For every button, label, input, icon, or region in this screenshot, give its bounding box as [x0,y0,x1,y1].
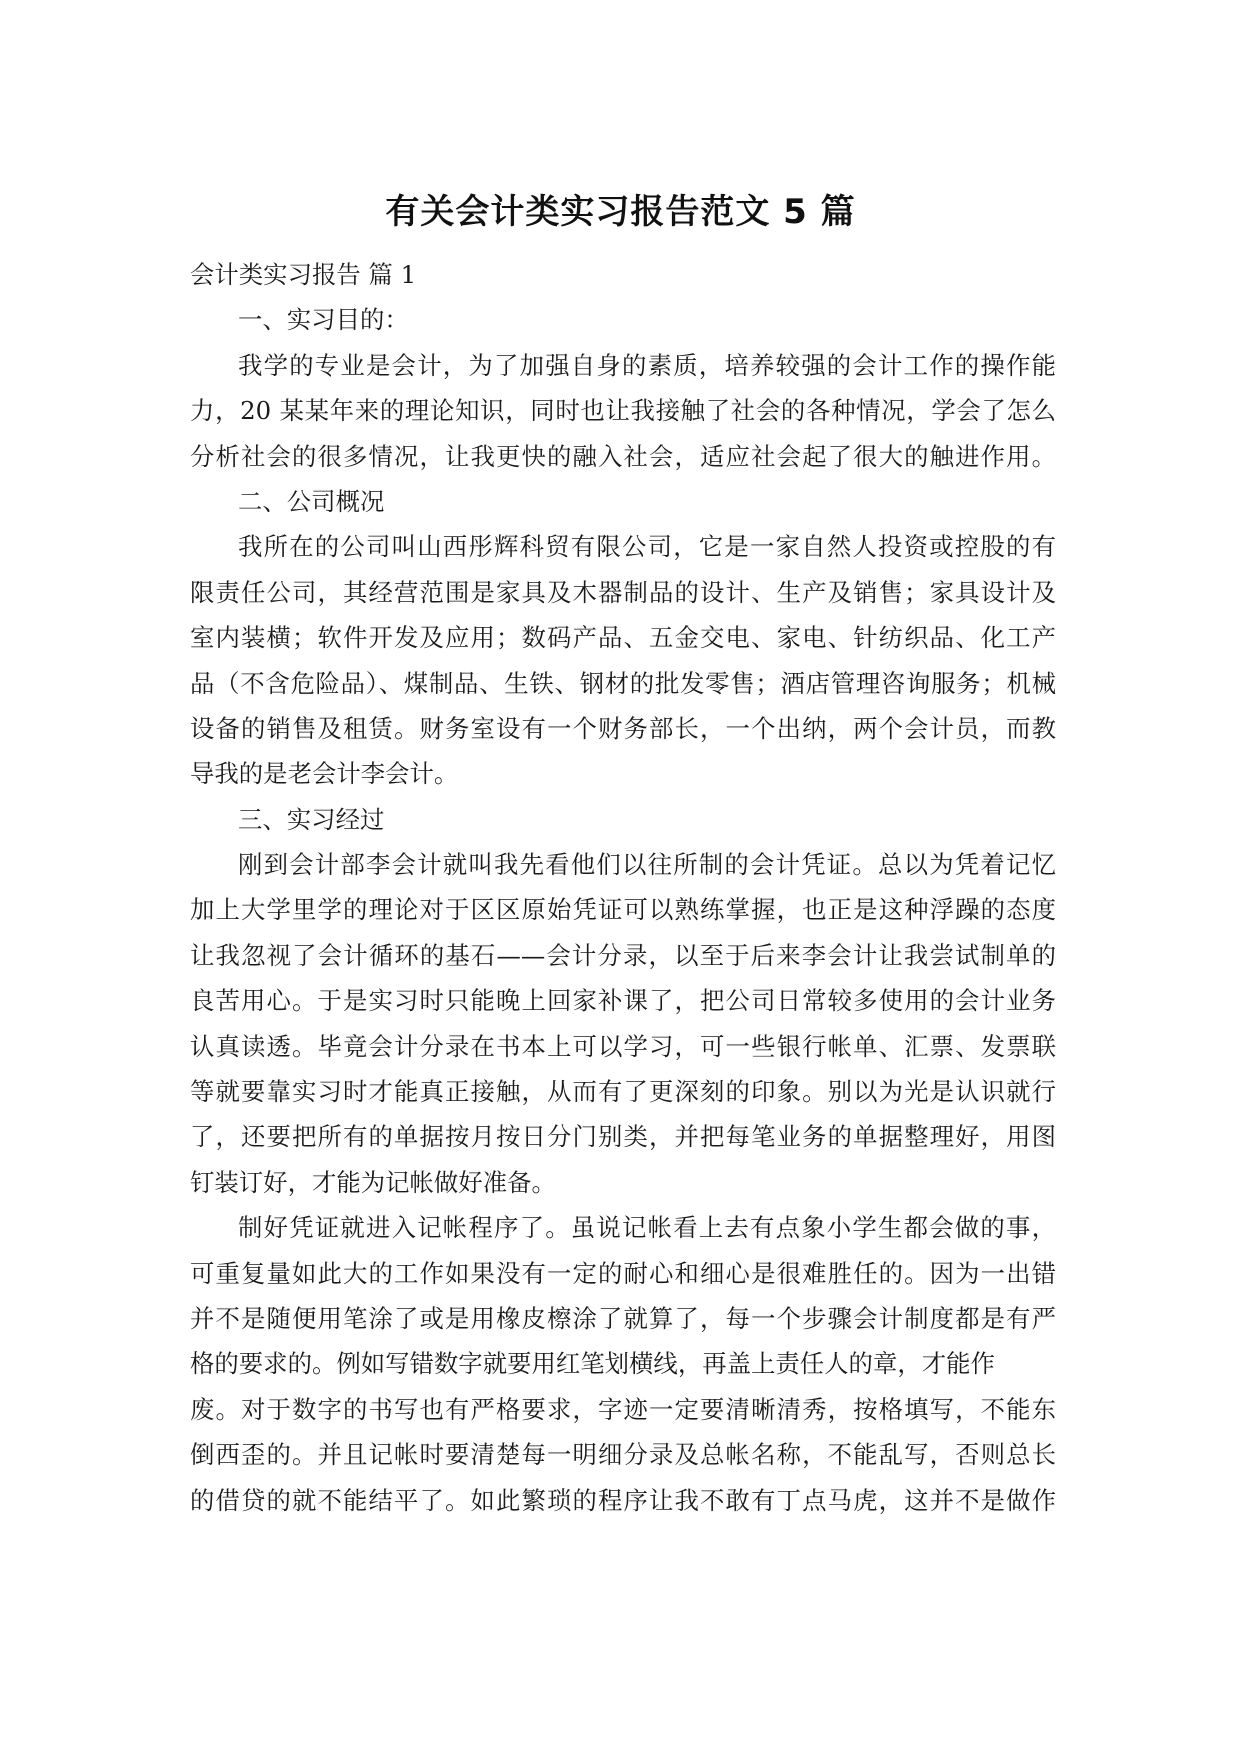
body-line: 三、实习经过 [238,804,385,834]
body-line: 一、实习目的： [238,305,409,335]
body-line: 力，20 某某年来的理论知识，同时也让我接触了社会的各种情况，学会了怎么 [190,396,1056,426]
body-line: 分析社会的很多情况，让我更快的融入社会，适应社会起了很大的触进作用。 [190,441,1056,471]
body-line: 二、公司概况 [238,486,385,516]
body-line: 并不是随便用笔涂了或是用橡皮檫涂了就算了，每一个步骤会计制度都是有严 [190,1303,1056,1333]
body-line: 室内装横；软件开发及应用；数码产品、五金交电、家电、针纺织品、化工产 [190,623,1056,653]
body-line: 导我的是老会计李会计。 [190,759,459,789]
body-line: 钉装订好，才能为记帐做好准备。 [190,1167,556,1197]
body-line: 可重复量如此大的工作如果没有一定的耐心和细心是很难胜任的。因为一出错 [190,1258,1056,1288]
body-line: 我学的专业是会计，为了加强自身的素质，培养较强的会计工作的操作能 [238,350,1056,380]
body-line: 的借贷的就不能结平了。如此繁琐的程序让我不敢有丁点马虎，这并不是做作 [190,1485,1056,1515]
body-line: 刚到会计部李会计就叫我先看他们以往所制的会计凭证。总以为凭着记忆 [238,850,1056,880]
body-line: 让我忽视了会计循环的基石——会计分录，以至于后来李会计让我尝试制单的 [190,940,1056,970]
body-line: 会计类实习报告 篇 1 [190,260,417,289]
document-body [190,252,1056,1523]
body-line: 倒西歪的。并且记帐时要清楚每一明细分录及总帐名称，不能乱写，否则总长 [190,1440,1056,1470]
document-title: 有关会计类实习报告范文 5 篇 [385,192,856,232]
body-line: 品（不含危险品）、煤制品、生铁、钢材的批发零售；酒店管理咨询服务；机械 [190,668,1056,698]
body-line: 认真读透。毕竟会计分录在书本上可以学习，可一些银行帐单、汇票、发票联 [190,1031,1056,1061]
body-line: 加上大学里学的理论对于区区原始凭证可以熟练掌握，也正是这种浮躁的态度 [190,895,1056,925]
body-line: 我所在的公司叫山西彤辉科贸有限公司，它是一家自然人投资或控股的有 [238,532,1056,562]
body-line: 良苦用心。于是实习时只能晚上回家补课了，把公司日常较多使用的会计业务 [190,986,1056,1016]
body-line: 等就要靠实习时才能真正接触，从而有了更深刻的印象。别以为光是认识就行 [190,1077,1056,1107]
body-line: 限责任公司，其经营范围是家具及木器制品的设计、生产及销售；家具设计及 [190,577,1056,607]
body-line: 格的要求的。例如写错数字就要用红笔划横线，再盖上责任人的章，才能作 [190,1349,995,1379]
body-line: 废。对于数字的书写也有严格要求，字迹一定要清晰清秀，按格填写，不能东 [190,1394,1056,1424]
body-line: 制好凭证就进入记帐程序了。虽说记帐看上去有点象小学生都会做的事， [238,1213,1056,1243]
body-line: 设备的销售及租赁。财务室设有一个财务部长，一个出纳，两个会计员，而教 [190,713,1056,743]
body-line: 了，还要把所有的单据按月按日分门别类，并把每笔业务的单据整理好，用图 [190,1122,1056,1152]
